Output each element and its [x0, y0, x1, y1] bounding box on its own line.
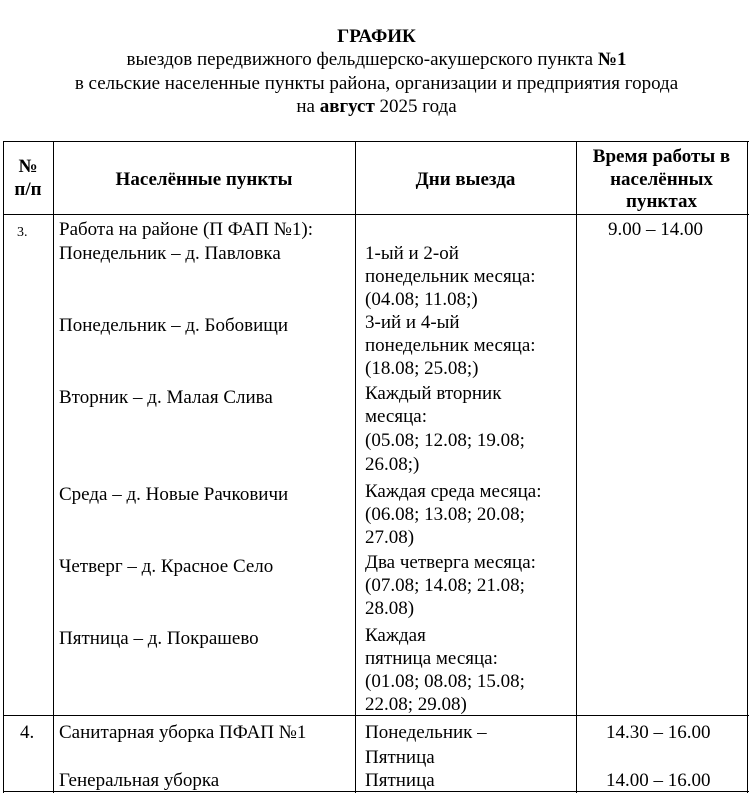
place-wednesday-novye-rachkovichi: Среда – д. Новые Рачковичи	[59, 484, 289, 505]
subtitle-line-3-suffix: 2025 года	[374, 96, 457, 117]
header-time-line-1: Время работы в	[592, 146, 731, 167]
document-title: ГРАФИК	[337, 26, 416, 47]
subtitle-line-1-text: выездов передвижного фельдшерско-акушерского пункта	[126, 49, 598, 70]
header-places: Населённые пункты	[115, 169, 293, 190]
schedule-table	[3, 141, 749, 793]
subtitle-line-1	[0, 48, 753, 71]
days-line: месяца:	[365, 406, 427, 427]
place-sanitary-cleaning: Санитарная уборка ПФАП №1	[59, 722, 307, 743]
days-line: Каждая среда месяца:	[365, 481, 542, 502]
days-line: (07.08; 14.08; 21.08;	[365, 575, 525, 596]
table-divider-places	[355, 141, 356, 793]
days-line: 27.08)	[365, 527, 415, 548]
table-divider-days	[576, 141, 577, 793]
days-line: Каждый вторник	[365, 383, 502, 404]
subtitle-line-3	[0, 95, 753, 118]
place-tuesday-malaya-sliva: Вторник – д. Малая Слива	[59, 387, 273, 408]
header-num-line-1: №	[18, 156, 38, 177]
header-num-line-2: п/п	[14, 179, 42, 200]
place-thursday-krasnoe-selo: Четверг – д. Красное Село	[59, 556, 274, 577]
days-general: Пятница	[365, 770, 435, 791]
place-monday-pavlovka: Понедельник – д. Павловка	[59, 243, 281, 264]
header-time-line-3: пунктах	[626, 191, 697, 212]
row-4-number: 4.	[20, 722, 35, 743]
days-line: 26.08;)	[365, 454, 420, 475]
table-border-right	[747, 141, 748, 793]
table-border-left	[3, 141, 4, 793]
time-general: 14.00 – 16.00	[606, 770, 711, 791]
days-sanitary-line-1: Понедельник –	[365, 722, 487, 743]
header-divider	[3, 214, 749, 215]
days-line: 3-ий и 4-ый	[365, 312, 460, 333]
days-line: (18.08; 25.08;)	[365, 358, 479, 379]
days-line: (04.08; 11.08;)	[365, 289, 478, 310]
place-friday-pokrashevo: Пятница – д. Покрашево	[59, 628, 259, 649]
subtitle-line-1-number: №1	[597, 49, 627, 70]
table-divider-num	[53, 141, 54, 793]
header-time-line-2: населённых	[610, 169, 713, 190]
subtitle-line-3-prefix: на	[296, 96, 320, 117]
days-line: понедельник месяца:	[365, 266, 536, 287]
days-line: понедельник месяца:	[365, 335, 536, 356]
time-sanitary: 14.30 – 16.00	[606, 722, 711, 743]
days-line: (05.08; 12.08; 19.08;	[365, 430, 525, 451]
subtitle-line-2: в сельские населенные пункты района, организации и предприятия города	[74, 73, 679, 94]
row-3-intro: Работа на районе (П ФАП №1):	[59, 219, 313, 240]
days-line: (01.08; 08.08; 15.08;	[365, 671, 525, 692]
place-general-cleaning: Генеральная уборка	[59, 770, 220, 791]
row-3-number: 3.	[17, 225, 28, 240]
row-3-time: 9.00 – 14.00	[608, 219, 703, 240]
days-line: 22.08; 29.08)	[365, 694, 467, 715]
place-monday-bobovishchi: Понедельник – д. Бобовищи	[59, 315, 289, 336]
header-days: Дни выезда	[415, 169, 516, 190]
days-line: пятница месяца:	[365, 648, 498, 669]
days-line: 1-ый и 2-ой	[365, 243, 459, 264]
days-line: 28.08)	[365, 598, 415, 619]
days-line: Два четверга месяца:	[365, 552, 536, 573]
subtitle-month: август	[319, 96, 375, 117]
days-line: (06.08; 13.08; 20.08;	[365, 504, 525, 525]
table-border-top	[3, 141, 749, 142]
days-sanitary-line-2: Пятница	[365, 747, 435, 768]
days-line: Каждая	[365, 625, 426, 646]
